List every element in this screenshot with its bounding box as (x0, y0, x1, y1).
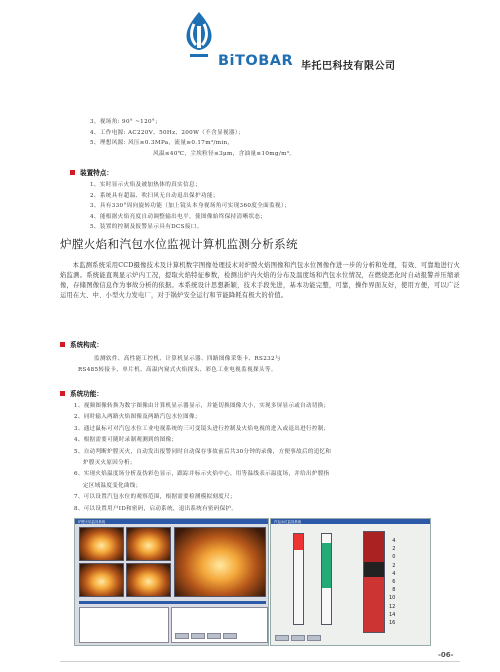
list-item: 1、视频图像转换为数字图像由计算机显示器显示，并能切换图像大小，实现多屏显示或自动切换； (74, 403, 330, 409)
list-item: 5、自动判断炉膛灭火，自动发出报警同时自动保存事故前后共30分钟的录像，方便事故后的追忆和 (74, 448, 332, 455)
brand-name: BiTOBAR (218, 53, 294, 69)
list-item: 3、通过鼠标可对汽包水位工业电视系统的三可变镜头进行控制及火焰电视的进入或退出进行控制； (74, 425, 330, 432)
spec-item: 风温≤40℃，尘埃粒径≤3μm，含油量≤10mg/m³。 (153, 150, 296, 157)
list-item: 4、根据需要可随时录制观测到的图像； (74, 437, 178, 444)
control-button[interactable] (291, 635, 305, 641)
list-item-continuation: 炉膛灭火原因分析； (83, 460, 136, 467)
red-square-icon (60, 342, 65, 347)
water-gauge-3 (363, 531, 385, 633)
control-buttons (275, 635, 321, 641)
control-button[interactable] (307, 635, 321, 641)
flame-view-1 (79, 527, 124, 561)
list-item: 1、实时显示火焰及被加热体的真实信息； (90, 182, 201, 188)
flame-large-view (174, 527, 266, 597)
flame-view-2 (126, 527, 171, 561)
control-button[interactable] (223, 633, 237, 639)
list-item: 6、实现火焰温度场分析及伪彩色显示，跟踪并标示火焰中心，用等温线表示温度场，并给出炉膛指 (74, 471, 330, 478)
window-titlebar: 汽包水位监视系统 (271, 519, 430, 524)
window-titlebar: 炉膛火焰监视系统 (75, 519, 268, 524)
spec-item: 5、理想风源: 风压≥0.3MPa，流量≥0.17m³/min， (90, 140, 234, 147)
flame-view-4 (126, 563, 171, 597)
device-features-heading: 装置特点： (70, 167, 113, 177)
control-button[interactable] (191, 633, 205, 639)
list-item: 5、装置的控制及报警显示具有DCS接口。 (90, 224, 203, 231)
device-features-list (90, 180, 290, 233)
system-functions-heading: 系统功能： (60, 388, 103, 398)
red-square-icon (60, 391, 65, 396)
footer-divider (60, 661, 460, 662)
specs-list (90, 117, 295, 159)
page-number: -06- (438, 651, 454, 659)
spec-item: 4、工作电源: AC220V、50Hz、200W（不含显视器）； (90, 129, 244, 136)
list-item: 2、同时输入两路火焰图像及两路汽包水位图像； (74, 414, 201, 421)
red-square-icon (70, 170, 75, 175)
water-gauge-2 (321, 533, 332, 625)
control-buttons (175, 633, 237, 639)
system-functions-list (74, 401, 331, 515)
list-item: 8、可以设置用户ID和密码，启动系统，退出系统有密码保护。 (74, 505, 238, 512)
list-item: 7、可以设置汽包水位的观察范围，根据需要检测模拟刻度尺； (74, 494, 236, 501)
composition-line: 监测软件、高性能工控机、计算机显示器、四路图像采集卡、RS232与 (94, 356, 281, 362)
list-item-continuation: 定区域温度变化曲线； (83, 482, 142, 489)
control-button[interactable] (175, 633, 189, 639)
flame-view-3 (79, 563, 124, 597)
composition-line: RS485转接卡、单片机、高温内窥式火焰探头、彩色工业电视监视探头等。 (78, 367, 277, 373)
main-title: 炉膛火焰和汽包水位监视计算机监测分析系统 (60, 237, 298, 251)
spec-item: 3、视场角: 90° ~120°； (90, 119, 161, 125)
system-composition-text (78, 354, 281, 376)
list-item: 4、能根据火焰亮度自动调整输出电平，使图像始终保持清晰状态； (90, 213, 267, 220)
water-level-screenshot (270, 518, 431, 646)
list-item: 2、系统具有超温、吹扫风无自动退出保护功能； (90, 192, 219, 199)
system-composition-heading: 系统构成： (60, 339, 103, 349)
company-name: 毕托巴科技有限公司 (301, 61, 396, 72)
trend-panel (79, 607, 169, 643)
control-button[interactable] (275, 635, 289, 641)
control-button[interactable] (207, 633, 221, 639)
list-item: 3、具有330°周向旋转功能（加上镜头本身视场角可实现360度全面监视）； (90, 203, 291, 210)
status-bar (79, 601, 266, 604)
intro-paragraph: 本监测系统采用CCD摄像技术及计算机数字图像处理技术对炉膛火焰图像和汽包水位图像作进一步的分析和处理，有效、可靠地进行火焰监测。系统能直观显示炉内工况，提取火焰特征参数，检测出炉内火焰的分布及温度场和汽包水位情况，在燃烧恶化时自动报警并压缩录像，存储图像信息作为事故分析的依据。本系统设计思想新颖，技术手段先进，基本功能完整，可靠，操作界面友好，使用方便，可以广泛运用在大、中、小型火力发电厂，对于锅炉安全运行和节能降耗有极大的价值。 (60, 262, 460, 300)
water-gauge-1 (293, 533, 304, 625)
flame-monitor-screenshot (74, 518, 269, 646)
level-scale: 4 2 0 2 4 6 8 10 12 14 16 (389, 538, 396, 627)
bitobar-logo-icon (181, 10, 217, 78)
